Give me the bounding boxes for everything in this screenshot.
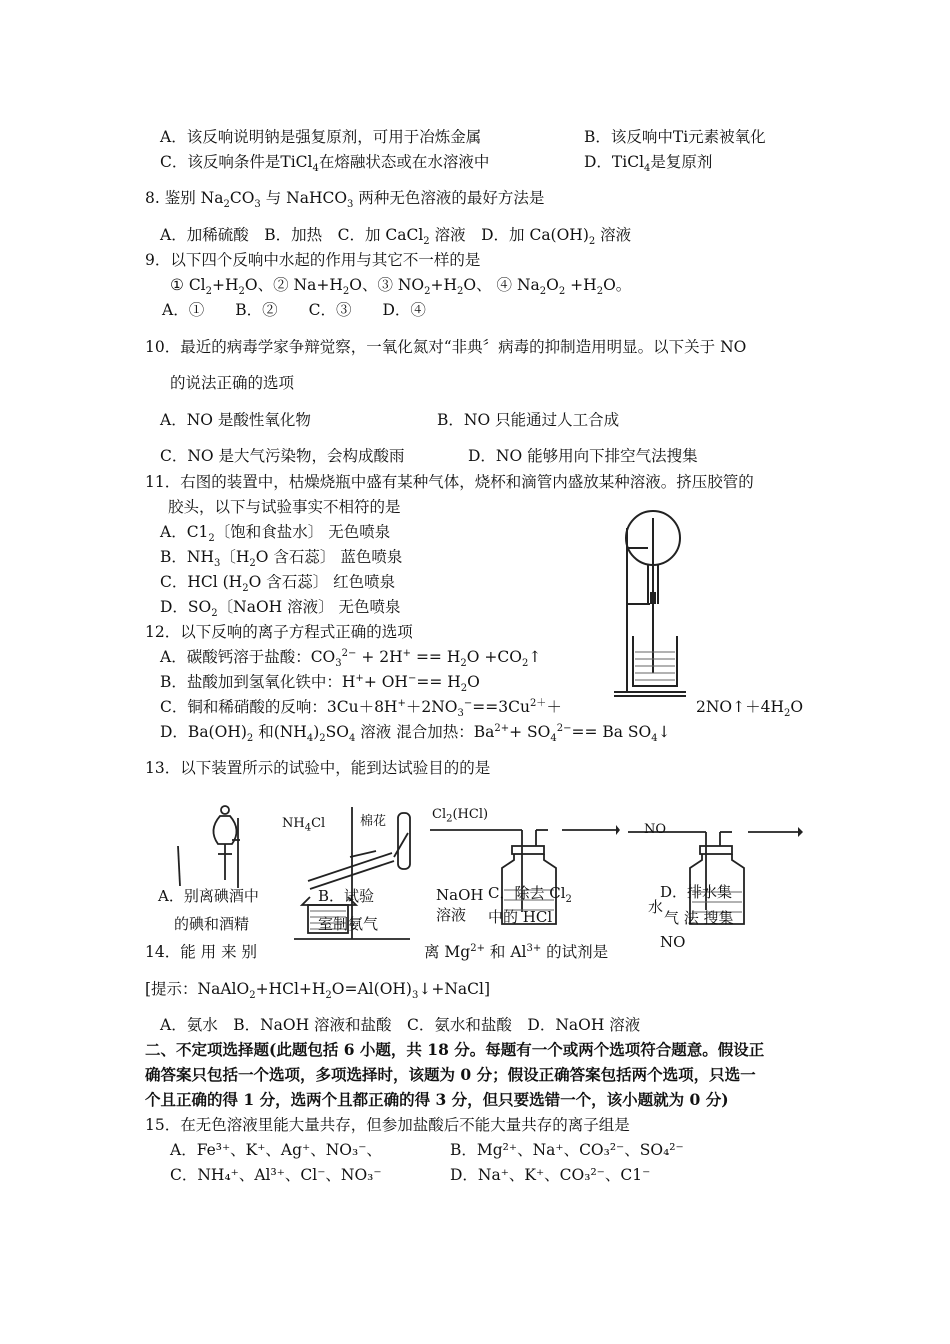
q15-option-b: B．Mg²⁺、Na⁺、CO₃²⁻、SO₄²⁻ — [450, 1141, 684, 1159]
fountain-apparatus-figure — [610, 508, 690, 700]
q10-stem-line2: 的说法正确的选项 — [170, 374, 295, 392]
separatory-funnel-figure — [170, 800, 270, 890]
nitric-oxide-label: NO — [644, 822, 667, 837]
q12-option-d: D．$Ba(OH)_2$ 和$(NH_4)_2SO_4$ 溶液 混合加热：$Ba^{2+}+ SO_4^{2-}== Ba$ $SO_4↓$ — [160, 722, 671, 745]
cotton-label: 棉花 — [360, 814, 387, 829]
q10-option-c: C．NO 是大气污染物，会构成酸雨 — [160, 447, 405, 465]
q14-stem-start: 14．能 用 来 别 — [145, 943, 258, 961]
q9-options: A．① B．② C．③ D．④ — [162, 301, 426, 319]
q10-option-b: B．NO 只能通过人工合成 — [437, 411, 620, 429]
ammonium-chloride-label: $NH_4Cl$ — [282, 816, 326, 834]
q13-caption-a1: A．别离碘酒中 — [158, 887, 259, 905]
q15-option-c: C．NH₄⁺、Al³⁺、Cl⁻、NO₃⁻ — [170, 1166, 382, 1184]
q13-stem: 13．以下装置所示的试验中，能到达试验目的的是 — [145, 759, 491, 777]
q10-option-d: D．NO 能够用向下排空气法搜集 — [468, 447, 698, 465]
section2-line3: 个且正确的得 1 分，选两个且都正确的得 3 分，但只要选错一个，该小题就为 0 分) — [145, 1090, 729, 1109]
q10-stem-line1: 10．最近的病毒学家争辩觉察，一氧化氮对“非典〞病毒的抑制造用明显。以下关于 NO — [145, 338, 747, 356]
q14-options: A．氨水 B．NaOH 溶液和盐酸 C．氨水和盐酸 D．NaOH 溶液 — [160, 1016, 641, 1034]
q13-caption-d1: D．排水集 — [660, 883, 733, 901]
q11-stem-line1: 11．右图的装置中，枯燥烧瓶中盛有某种气体，烧杯和滴管内盛放某种溶液。挤压胶管的 — [145, 473, 754, 491]
section2-line1: 二、不定项选择题(此题包括 6 小题，共 18 分。每题有一个或两个选项符合题意。假设正 — [145, 1040, 765, 1059]
chlorine-hcl-label: $Cl_2(HCl)$ — [432, 807, 489, 825]
q12-stem: 12．以下反响的离子方程式正确的选项 — [145, 623, 413, 641]
q15-option-a: A．Fe³⁺、K⁺、Ag⁺、NO₃⁻、 — [170, 1141, 382, 1159]
q13-water-label: 水 — [648, 898, 664, 916]
q9-stem: 9．以下四个反响中水起的作用与其它不一样的是 — [145, 251, 481, 269]
q8-stem: 8. 鉴别 $Na_2CO_3$ 与 NaHCO$_3$ 两种无色溶液的最好方法是 — [145, 189, 545, 211]
q10-option-a: A．NO 是酸性氧化物 — [160, 411, 311, 429]
q11-option-b: B．$NH_3$〔$H_2O$ 含石蕊〕 蓝色喷泉 — [160, 548, 403, 570]
q7-option-a: A．该反响说明钠是强复原剂，可用于冶炼金属 — [160, 128, 482, 146]
q13-caption-b1: B．试验 — [318, 887, 375, 905]
q12-option-a: A．碳酸钙溶于盐酸：$CO_3^{2-} + 2H^+ == H_2O$ $+CO_2↑$ — [160, 647, 542, 670]
q13-caption-c2: 中的 HCl — [488, 908, 553, 926]
q7-option-c: C．该反响条件是TiCl$_4$在熔融状态或在水溶液中 — [160, 153, 490, 175]
q8-options: A．加稀硫酸 B．加热 C．加 CaCl$_2$ 溶液 D．加 $Ca(OH)_2$ 溶液 — [160, 226, 632, 248]
q12-option-b: B．盐酸加到氢氧化铁中：$H^++ OH^-== H_2O$ — [160, 672, 480, 695]
q7-option-b: B．该反响中Ti元素被氧化 — [584, 128, 766, 146]
q15-stem: 15．在无色溶液里能大量共存，但参加盐酸后不能大量共存的离子组是 — [145, 1116, 630, 1134]
q13-caption-b2: 室制氨气 — [318, 915, 379, 933]
q14-hint: [提示：$NaAlO_2+HCl+H_2O=Al(OH)_3↓+NaCl$] — [145, 980, 490, 1002]
q12-option-c: C．铜和稀硝酸的反响：$3Cu+8H^++2NO_3^-==3Cu^{2+}+$ — [160, 697, 562, 720]
section2-line2: 确答案只包括一个选项，多项选择时，该题为 0 分；假设正确答案包括两个选项，只选一 — [145, 1065, 756, 1084]
q7-option-d: D．TiCl$_4$是复原剂 — [584, 153, 713, 175]
q11-option-d: D．$SO_2$〔NaOH 溶液〕 无色喷泉 — [160, 598, 401, 620]
q14-stem-end: 离 $Mg^{2+}$ 和 $Al^{3+}$ 的试剂是 — [424, 942, 609, 961]
q13-caption-c1: C．除去 $Cl_2$ — [488, 884, 572, 905]
q13-caption-a2: 的碘和酒精 — [174, 915, 250, 933]
q11-stem-line2: 胶头，以下与试验事实不相符的是 — [168, 498, 401, 516]
q11-option-a: A．$C1_2$〔饱和食盐水〕 无色喷泉 — [160, 523, 391, 545]
q13-caption-d2: 气 法 搜集 — [664, 909, 734, 927]
q13-caption-d3: NO — [660, 933, 686, 951]
q15-option-d: D．Na⁺、K⁺、CO₃²⁻、C1⁻ — [450, 1166, 651, 1184]
q12-option-c-tail: $2NO↑+4H_2O$ — [696, 698, 804, 720]
q9-equations: ① $Cl_2+H_2O$、② $Na+H_2O$、③ $NO_2+H_2O$、 ④ $Na_2O_2 +H_2O$。 — [170, 276, 632, 298]
q11-option-c: C．HCl ($H_2O$ 含石蕊〕 红色喷泉 — [160, 573, 396, 595]
q13-solution-label: 溶液 — [436, 906, 467, 924]
q13-naoh-label: NaOH — [436, 886, 484, 904]
